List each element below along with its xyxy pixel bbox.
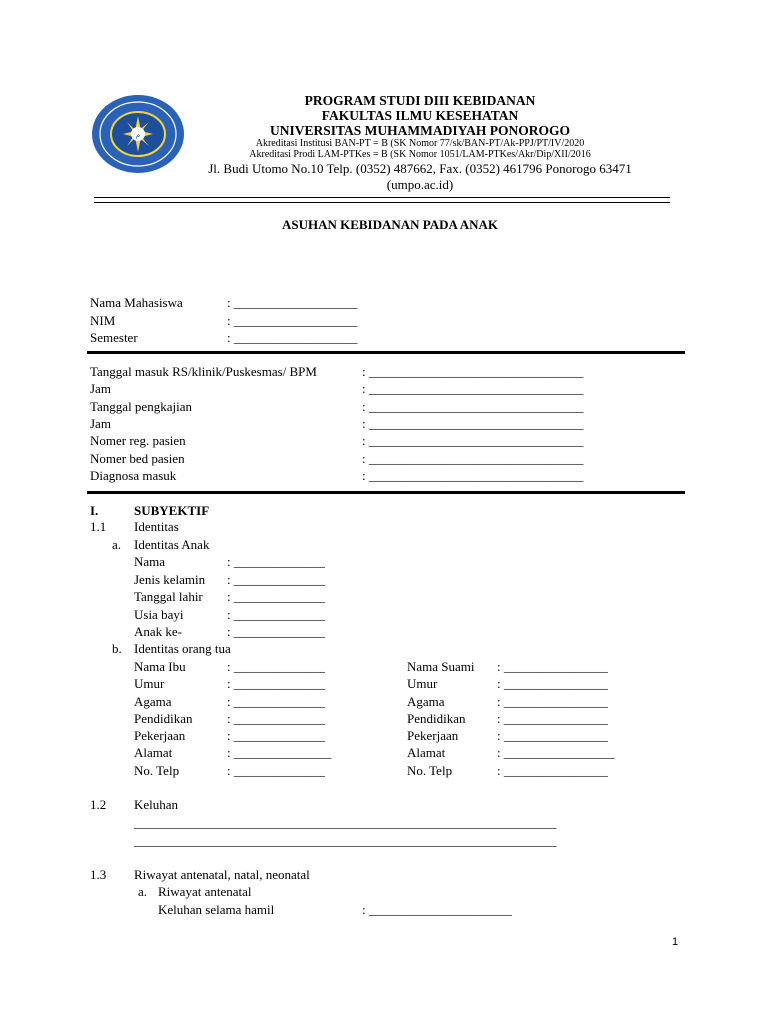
label-anak-tanggal-lahir: Tanggal lahir: [134, 589, 203, 604]
field-alamat-suami[interactable]: : _________________: [497, 745, 615, 760]
label-nama-ibu: Nama Ibu: [134, 659, 186, 674]
field-agama-ibu[interactable]: : ______________: [227, 694, 325, 709]
field-keluhan-line-1[interactable]: _________________________________________________________________: [134, 815, 557, 830]
riwayat-antenatal-title: Riwayat antenatal: [158, 884, 252, 899]
field-nomer-bed[interactable]: : _________________________________: [362, 451, 584, 466]
label-nama-mahasiswa: Nama Mahasiswa: [90, 295, 183, 310]
subsection-title-identitas: Identitas: [134, 519, 179, 534]
field-pendidikan-suami[interactable]: : ________________: [497, 711, 608, 726]
field-agama-suami[interactable]: : ________________: [497, 694, 608, 709]
subsection-number-1-3: 1.3: [90, 867, 107, 882]
label-alamat-ibu: Alamat: [134, 745, 173, 760]
page-number: 1: [672, 936, 679, 948]
field-nama-suami[interactable]: : ________________: [497, 659, 608, 674]
label-anak-nama: Nama: [134, 554, 166, 569]
field-anak-nama[interactable]: : ______________: [227, 554, 325, 569]
header-address: Jl. Budi Utomo No.10 Telp. (0352) 487662, Fax. (0352) 461796 Ponorogo 63471: [208, 161, 632, 176]
label-nomer-reg: Nomer reg. pasien: [90, 433, 186, 448]
label-umur-suami: Umur: [407, 676, 438, 691]
header-accreditation-institution: Akreditasi Institusi BAN-PT = B (SK Nomor 77/sk/BAN-PT/Ak-PPJ/PT/IV/2020: [255, 138, 585, 149]
subsection-title-keluhan: Keluhan: [134, 797, 179, 812]
field-alamat-ibu[interactable]: : _______________: [227, 745, 332, 760]
label-anak-usia: Usia bayi: [134, 607, 184, 622]
label-agama-ibu: Agama: [134, 694, 172, 709]
field-anak-usia[interactable]: : ______________: [227, 607, 325, 622]
field-jam-pengkajian[interactable]: : _________________________________: [362, 416, 584, 431]
field-nomer-reg[interactable]: : _________________________________: [362, 433, 584, 448]
label-tanggal-pengkajian: Tanggal pengkajian: [90, 399, 192, 414]
label-pendidikan-ibu: Pendidikan: [134, 711, 193, 726]
field-anak-jenis-kelamin[interactable]: : ______________: [227, 572, 325, 587]
label-anak-ke: Anak ke-: [134, 624, 183, 639]
field-tanggal-pengkajian[interactable]: : _________________________________: [362, 399, 584, 414]
document-title: ASUHAN KEBIDANAN PADA ANAK: [281, 217, 499, 232]
field-telp-suami[interactable]: : ________________: [497, 763, 608, 778]
field-diagnosa-masuk[interactable]: : _________________________________: [362, 468, 584, 483]
field-anak-tanggal-lahir[interactable]: : ______________: [227, 589, 325, 604]
subsection-number-1-1: 1.1: [90, 519, 107, 534]
header-website: (umpo.ac.id): [386, 177, 454, 192]
label-keluhan-hamil: Keluhan selama hamil: [158, 902, 275, 917]
field-nama-mahasiswa[interactable]: : ___________________: [227, 295, 358, 310]
identitas-anak-title: Identitas Anak: [134, 537, 210, 552]
label-nim: NIM: [90, 313, 116, 328]
field-anak-ke[interactable]: : ______________: [227, 624, 325, 639]
field-pekerjaan-suami[interactable]: : ________________: [497, 728, 608, 743]
label-semester: Semester: [90, 330, 138, 345]
header-divider-bottom: [94, 202, 670, 203]
label-anak-jenis-kelamin: Jenis kelamin: [134, 572, 206, 587]
field-umur-suami[interactable]: : ________________: [497, 676, 608, 691]
label-diagnosa-masuk: Diagnosa masuk: [90, 468, 177, 483]
subsection-title-riwayat: Riwayat antenatal, natal, neonatal: [134, 867, 310, 882]
field-pekerjaan-ibu[interactable]: : ______________: [227, 728, 325, 743]
label-nomer-bed: Nomer bed pasien: [90, 451, 185, 466]
label-pekerjaan-ibu: Pekerjaan: [134, 728, 186, 743]
label-pekerjaan-suami: Pekerjaan: [407, 728, 459, 743]
field-tanggal-masuk[interactable]: : _________________________________: [362, 364, 584, 379]
field-telp-ibu[interactable]: : ______________: [227, 763, 325, 778]
section-number-1: I.: [90, 503, 99, 518]
field-keluhan-line-2[interactable]: _________________________________________________________________: [134, 833, 557, 848]
field-nim[interactable]: : ___________________: [227, 313, 358, 328]
label-telp-ibu: No. Telp: [134, 763, 180, 778]
field-nama-ibu[interactable]: : ______________: [227, 659, 325, 674]
label-alamat-suami: Alamat: [407, 745, 446, 760]
section-divider-1: [87, 351, 685, 354]
label-pendidikan-suami: Pendidikan: [407, 711, 466, 726]
field-pendidikan-ibu[interactable]: : ______________: [227, 711, 325, 726]
label-nama-suami: Nama Suami: [407, 659, 475, 674]
list-label-a: a.: [112, 537, 122, 552]
list-label-riwayat-a: a.: [138, 884, 148, 899]
subsection-number-1-2: 1.2: [90, 797, 107, 812]
field-semester[interactable]: : ___________________: [227, 330, 358, 345]
header-divider-top: [94, 197, 670, 198]
header-university: UNIVERSITAS MUHAMMADIYAH PONOROGO: [269, 123, 570, 138]
label-telp-suami: No. Telp: [407, 763, 453, 778]
label-umur-ibu: Umur: [134, 676, 165, 691]
label-agama-suami: Agama: [407, 694, 445, 709]
field-jam-masuk[interactable]: : _________________________________: [362, 381, 584, 396]
identitas-ortu-title: Identitas orang tua: [134, 641, 231, 656]
field-keluhan-hamil[interactable]: : ______________________: [362, 902, 512, 917]
svg-text:م: م: [135, 131, 141, 139]
section-title-subyektif: SUBYEKTIF: [134, 503, 210, 518]
header-accreditation-program: Akreditasi Prodi LAM-PTKes = B (SK Nomor 1051/LAM-PTKes/Akr/Dip/XII/2016: [249, 149, 591, 160]
section-divider-2: [87, 491, 685, 494]
header-program: PROGRAM STUDI DIII KEBIDANAN: [304, 93, 536, 108]
label-jam-pengkajian: Jam: [90, 416, 111, 431]
header-faculty: FAKULTAS ILMU KESEHATAN: [321, 108, 519, 123]
label-tanggal-masuk: Tanggal masuk RS/klinik/Puskesmas/ BPM: [90, 364, 317, 379]
label-jam-masuk: Jam: [90, 381, 111, 396]
field-umur-ibu[interactable]: : ______________: [227, 676, 325, 691]
list-label-b: b.: [112, 641, 122, 656]
